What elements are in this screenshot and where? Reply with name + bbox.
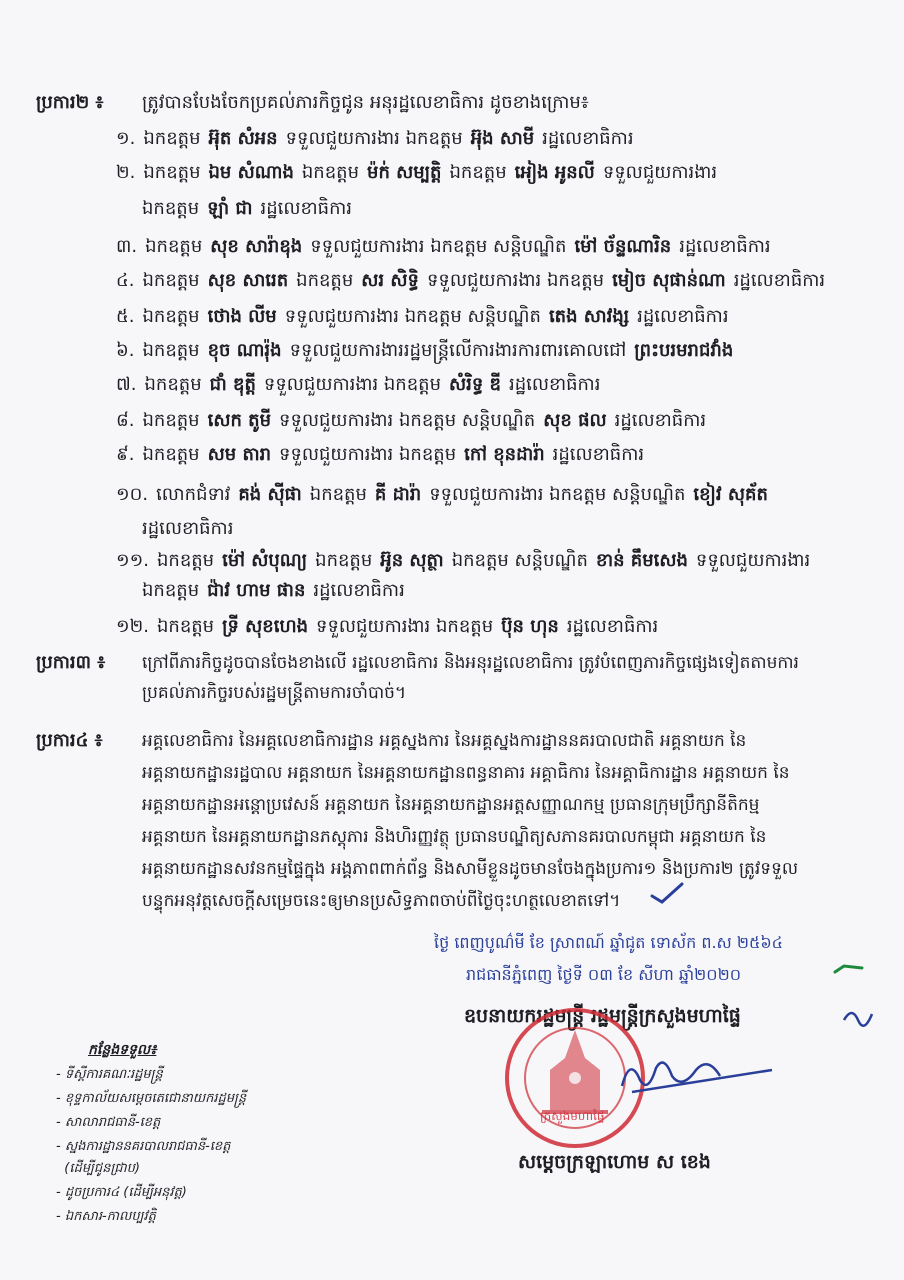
person-name: ប៊ុន ហុន	[501, 616, 559, 637]
person-name: សរ សិទ្ធិ	[361, 270, 419, 291]
assignment-text: រដ្ឋលេខាធិការ	[552, 444, 645, 465]
assignment-line	[116, 442, 652, 468]
recipient-item: (ដើម្បីជូនជ្រាប)	[56, 1161, 140, 1176]
assignment-text: ឯកឧត្តម សន្តិបណ្ឌិត	[451, 550, 588, 571]
assignment-line	[116, 408, 714, 434]
assignment-text: ទទួលជួយការងារ	[602, 162, 718, 183]
assignment-text: ទទួលជួយការងារ ឯកឧត្តម សន្តិបណ្ឌិត	[429, 484, 686, 505]
assignment-text: រដ្ឋលេខាធិការ	[733, 270, 826, 291]
assignment-text: ឯកឧត្តម	[301, 162, 360, 183]
recipient-item: - ឯកសារ-កាលប្បវត្តិ	[56, 1209, 156, 1224]
assignment-line	[116, 338, 741, 364]
assignment-text: ទទួលជួយការងាររដ្ឋមន្ត្រីលើការងារការពារគោលជៅ	[289, 340, 627, 361]
recipient-item: - ទីស្តីការគណៈរដ្ឋមន្ត្រី	[56, 1067, 163, 1082]
assignment-text: ឯកឧត្តម	[142, 444, 200, 465]
assignment-line	[116, 482, 776, 508]
assignment-text: ទទួលជួយការងារ ឯកឧត្តម	[285, 128, 463, 149]
assignment-text: ទទួលជួយការងារ ឯកឧត្តម	[263, 374, 442, 395]
assignment-text: រដ្ឋលេខាធិការ	[313, 580, 405, 601]
article-4-label: ប្រការ៤ ៖	[36, 730, 103, 751]
seal-text: ក្រសួងមហាផ្ទៃ	[540, 1109, 605, 1123]
person-name: ទ្រី សុខហេង	[222, 616, 309, 637]
assignment-text: ឯកឧត្តម	[449, 162, 507, 183]
person-name: សម តារា	[207, 444, 272, 465]
initials-mark	[840, 1000, 874, 1030]
article-3-line-1: ក្រៅពីភារកិច្ចដូចបានចែងខាងលើ រដ្ឋលេខាធិការ និងអនុរដ្ឋលេខាធិការ ត្រូវបំពេញភារកិច្ចផ្សេងទៀតតាមការ	[142, 653, 799, 673]
assignment-line	[116, 234, 779, 260]
assignment-text: ឯកឧត្តម	[315, 550, 373, 571]
person-name: សេក តូមី	[207, 410, 272, 431]
assignment-line	[116, 614, 666, 640]
person-name: សំរិទ្ធ ឌី	[449, 374, 501, 395]
article-4-line-3: អគ្គនាយកដ្ឋានអន្តោប្រវេសន៍ អគ្គនាយក នៃអគ្គនាយកដ្ឋានអត្តសញ្ញាណកម្ម ប្រធានក្រុមប្រឹក្សានីតិកម្ម	[142, 795, 760, 815]
assignment-line	[142, 516, 241, 542]
assignment-text: រដ្ឋលេខាធិការ	[637, 306, 729, 327]
item-number: ១.	[116, 128, 136, 149]
assignment-text: ឯកឧត្តម	[142, 410, 200, 431]
person-name: គង់ ស៊ីផា	[238, 484, 302, 505]
person-name: ជ៉ាវ ហាម ផាន	[207, 580, 306, 601]
assignment-text: ឯកឧត្តម	[144, 374, 202, 395]
assignment-text: ទទួលជួយការងារ ឯកឧត្តម	[316, 616, 494, 637]
assignment-text: រដ្ឋលេខាធិការ	[542, 128, 634, 149]
item-number: ៧.	[116, 374, 137, 395]
assignment-text: ឯកឧត្តម	[143, 162, 201, 183]
assignment-text: ឯកឧត្តម	[156, 550, 215, 571]
assignment-text: ឯកឧត្តម	[309, 484, 367, 505]
item-number: ១២.	[116, 616, 149, 637]
assignment-text: លោកជំទាវ	[156, 484, 231, 505]
assignment-text: ឯកឧត្តម	[145, 236, 203, 257]
person-name: មៀច សុផាន់ណា	[612, 270, 726, 291]
assignment-line	[116, 548, 818, 574]
solar-date: រាជធានីភ្នំពេញ ថ្ងៃទី ០៣ ខែ សីហា ឆ្នាំ២០២០	[466, 965, 742, 984]
assignment-text: ទទួលជួយការងារ ឯកឧត្តម	[279, 444, 457, 465]
article-3-label: ប្រការ៣ ៖	[36, 652, 106, 673]
assignment-line	[116, 304, 737, 330]
assignment-text: ឯកឧត្តម	[142, 340, 200, 361]
article-4-line-1: អគ្គលេខាធិការ នៃអគ្គលេខាធិការដ្ឋាន អគ្គស្នងការ នៃអគ្គស្នងការដ្ឋាននគរបាលជាតិ អគ្គនាយក នៃ	[142, 731, 747, 751]
assignment-text: ឯកឧត្តម	[142, 306, 200, 327]
assignment-line	[142, 578, 413, 604]
person-name: ម៉ក់ សម្បត្តិ	[367, 162, 442, 183]
assignment-text: ទទួលជួយការងារ ឯកឧត្តម សន្តិបណ្ឌិត	[310, 236, 567, 257]
person-name: ម៉ៅ សំបុណ្យ	[222, 550, 308, 571]
person-name: សុខ សារេត	[207, 270, 289, 291]
article-2-label: ប្រការ២ ៖	[36, 92, 104, 113]
article-2-intro: ត្រូវបានបែងចែកប្រគល់ភារកិច្ចជូន អនុរដ្ឋលេខាធិការ ដូចខាងក្រោម៖	[142, 92, 589, 113]
assignment-line	[116, 372, 608, 398]
item-number: ៤.	[116, 270, 135, 291]
assignment-text: ទទួលជួយការងារ ឯកឧត្តម សន្តិបណ្ឌិត	[284, 306, 541, 327]
person-name: ឯម សំណាង	[208, 162, 294, 183]
assignment-text: ទទួលជួយការងារ ឯកឧត្តម សន្តិបណ្ឌិត	[279, 410, 536, 431]
person-name: អ៊ូន សុត្ថា	[380, 550, 444, 571]
assignment-line	[116, 268, 833, 294]
person-name: ជាំ ឌុត្តី	[209, 374, 256, 395]
assignment-text: រដ្ឋលេខាធិការ	[566, 616, 659, 637]
lunar-date: ថ្ងៃ ពេញបូណ៌មី ខែ ស្រាពណ៍ ឆ្នាំជូត ទោស័ក ព.ស ២៥៦៤	[434, 933, 783, 952]
green-check-mark	[832, 960, 866, 978]
recipient-item: - ខុទ្ទកាល័យសម្តេចតេជោនាយករដ្ឋមន្ត្រី	[56, 1091, 247, 1106]
person-name: ថោង លីម	[207, 306, 277, 327]
person-name: ខុច ណារ៉ុង	[207, 340, 282, 361]
recipient-item: - ដូចប្រការ៤ (ដើម្បីអនុវត្ត)	[56, 1185, 187, 1200]
person-name: សុខ សារ៉ាឧុង	[210, 236, 303, 257]
person-name: ព្រះបរមរាជវាំង	[634, 340, 734, 361]
assignment-line	[116, 160, 725, 186]
assignment-text: ឯកឧត្តម	[142, 270, 200, 291]
person-name: គី ដារ៉ា	[374, 484, 422, 505]
assignment-text: រដ្ឋលេខាធិការ	[260, 198, 352, 219]
person-name: អ៊ុង សាមី	[470, 128, 535, 149]
person-name: កៅ ខុនដារ៉ា	[464, 444, 545, 465]
recipients-title: កន្លែងទទួល៖	[88, 1042, 157, 1058]
item-number: ១០.	[116, 484, 149, 505]
article-4-line-5: អគ្គនាយកដ្ឋានសវនកម្មផ្ទៃក្នុង អង្គភាពពាក់ព័ន្ធ និងសាមីខ្លួនដូចមានចែងក្នុងប្រការ១ និងប្រការ២ ត្រូវទទួល	[142, 859, 799, 879]
person-name: ឡាំ ជា	[207, 198, 253, 219]
assignment-line	[142, 196, 360, 222]
assignment-text: ឯកឧត្តម	[296, 270, 354, 291]
article-4-line-2: អគ្គនាយកដ្ឋានរដ្ឋបាល អគ្គនាយក នៃអគ្គនាយកដ្ឋានពន្ធនាគារ អគ្គាធិការ នៃអគ្គាធិការដ្ឋាន អគ្គនាយក នៃ	[142, 763, 790, 783]
assignment-text: រដ្ឋលេខាធិការ	[614, 410, 707, 431]
assignment-text: ឯកឧត្តម	[142, 198, 200, 219]
signer-title: ឧបនាយករដ្ឋមន្ត្រី រដ្ឋមន្ត្រីក្រសួងមហាផ្ទៃ	[464, 1005, 741, 1027]
article-4-line-4: អគ្គនាយក នៃអគ្គនាយកដ្ឋានភស្តុភារ និងហិរញ្ញវត្ថុ ប្រធានបណ្ឌិត្យសភានគរបាលកម្ពុជា អគ្គនាយក នៃ	[142, 827, 767, 847]
signer-name: សម្តេចក្រឡាហោម ស ខេង	[518, 1151, 711, 1173]
article-3-line-2: ប្រគល់ភារកិច្ចរបស់រដ្ឋមន្ត្រីតាមការចាំបាច់។	[142, 683, 407, 703]
assignment-text: ទទួលជួយការងារ	[695, 550, 811, 571]
assignment-text: រដ្ឋលេខាធិការ	[509, 374, 601, 395]
item-number: ២.	[116, 162, 136, 183]
item-number: ១១.	[116, 550, 149, 571]
assignment-text: ឯកឧត្តម	[156, 616, 215, 637]
item-number: ៥.	[116, 306, 135, 327]
recipient-item: - ស្នងការដ្ឋាននគរបាលរាជធានី-ខេត្ត	[56, 1139, 231, 1154]
assignment-text: រដ្ឋលេខាធិការ	[679, 236, 771, 257]
article-4-line-6: បន្ទុកអនុវត្តសេចក្តីសម្រេចនេះឲ្យមានប្រសិទ្ធភាពចាប់ពីថ្ងៃចុះហត្ថលេខាតទៅ។	[142, 891, 621, 911]
assignment-text: ឯកឧត្តម	[142, 580, 200, 601]
recipient-item: - សាលារាជធានី-ខេត្ត	[56, 1115, 161, 1130]
assignment-text: ឯកឧត្តម	[143, 128, 201, 149]
person-name: អ៊ុត សំអន	[208, 128, 278, 149]
person-name: ខាន់ គឹមសេង	[595, 550, 688, 571]
handwritten-signature	[612, 1046, 792, 1106]
pen-tick-mark	[648, 880, 688, 906]
item-number: ៩.	[116, 444, 135, 465]
assignment-text: ទទួលជួយការងារ ឯកឧត្តម	[426, 270, 605, 291]
item-number: ៦.	[116, 340, 135, 361]
assignment-line	[116, 126, 642, 152]
assignment-text: រដ្ឋលេខាធិការ	[142, 518, 234, 539]
item-number: ៣.	[116, 236, 138, 257]
person-name: សុខ ផល	[543, 410, 607, 431]
person-name: អៀង អូនលី	[514, 162, 595, 183]
item-number: ៨.	[116, 410, 135, 431]
person-name: ខៀវ សុគ័ត	[693, 484, 768, 505]
person-name: ម៉ៅ ច័ន្ទណារិន	[574, 236, 672, 257]
person-name: តេង សាវង្ស	[548, 306, 630, 327]
